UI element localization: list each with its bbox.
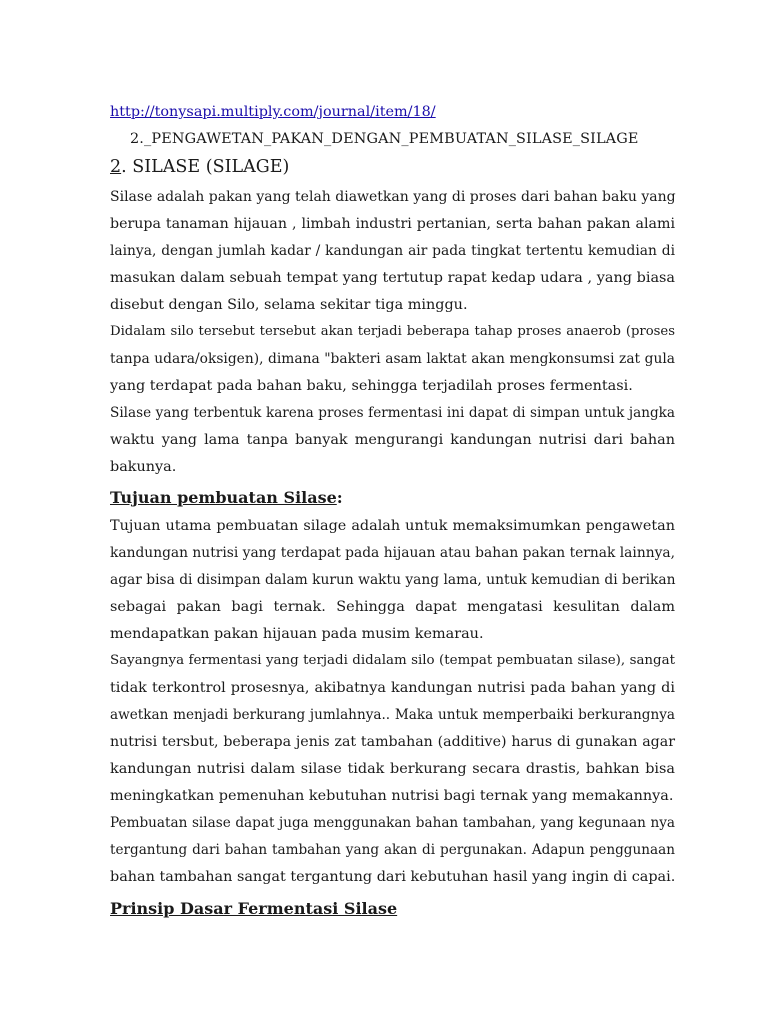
paragraph-line: agar bisa di disimpan dalam kurun waktu yang lama, untuk kemudian di berikan	[110, 572, 676, 588]
heading-number: 2	[110, 157, 122, 177]
paragraph-line: Pembuatan silase dapat juga menggunakan bahan tambahan, yang kegunaan nya	[110, 815, 675, 831]
paragraph-line: Silase adalah pakan yang telah diawetkan yang di proses dari bahan baku yang	[110, 189, 676, 205]
paragraph-line: Sayangnya fermentasi yang terjadi didalam silo (tempat pembuatan silase), sangat	[110, 653, 675, 668]
paragraph-line: yang terdapat pada bahan baku, sehingga terjadilah proses fermentasi.	[110, 378, 633, 394]
paragraph-line: masukan dalam sebuah tempat yang tertutup rapat kedap udara , yang biasa	[110, 270, 675, 286]
heading-text: Tujuan pembuatan Silase	[110, 488, 337, 507]
paragraph-line: mendapatkan pakan hijauan pada musim kemarau.	[110, 626, 484, 642]
paragraph-line: lainya, dengan jumlah kadar / kandungan air pada tingkat tertentu kemudian di	[110, 243, 675, 259]
section-heading-silase	[110, 155, 675, 179]
paragraph-line: Tujuan utama pembuatan silage adalah untuk memaksimumkan pengawetan	[110, 518, 675, 534]
paragraph-line: awetkan menjadi berkurang jumlahnya.. Maka untuk memperbaiki berkurangnya	[110, 707, 675, 723]
paragraph-line: tanpa udara/oksigen), dimana "bakteri asam laktat akan mengkonsumsi zat gula	[110, 351, 675, 367]
paragraph-line: tergantung dari bahan tambahan yang akan di pergunakan. Adapun penggunaan	[110, 842, 675, 858]
paragraph-line: tidak terkontrol prosesnya, akibatnya kandungan nutrisi pada bahan yang di	[110, 680, 675, 696]
paragraph-line: sebagai pakan bagi ternak. Sehingga dapat mengatasi kesulitan dalam	[110, 599, 675, 615]
section-heading-tujuan	[110, 487, 675, 509]
paragraph-line: kandungan nutrisi yang terdapat pada hijauan atau bahan pakan ternak lainnya,	[110, 545, 675, 561]
paragraph-line: Didalam silo tersebut tersebut akan terjadi beberapa tahap proses anaerob (proses	[110, 324, 675, 339]
paragraph-line: Silase yang terbentuk karena proses fermentasi ini dapat di simpan untuk jangka	[110, 405, 675, 421]
paragraph-line: bahan tambahan sangat tergantung dari kebutuhan hasil yang ingin di capai.	[110, 869, 676, 885]
paragraph-line: berupa tanaman hijauan , limbah industri pertanian, serta bahan pakan alami	[110, 216, 675, 232]
section-heading-prinsip	[110, 898, 675, 920]
paragraph-line: waktu yang lama tanpa banyak mengurangi kandungan nutrisi dari bahan	[110, 432, 675, 448]
heading-suffix: :	[336, 488, 343, 507]
paragraph-line: nutrisi tersbut, beberapa jenis zat tambahan (additive) harus di gunakan agar	[110, 734, 675, 750]
paragraph-line: meningkatkan pemenuhan kebutuhan nutrisi bagi ternak yang memakannya.	[110, 788, 674, 804]
document-subtitle: 2._PENGAWETAN_PAKAN_DENGAN_PEMBUATAN_SILASE_SILAGE	[130, 131, 639, 147]
heading-text: Prinsip Dasar Fermentasi Silase	[110, 899, 398, 918]
paragraph-line: bakunya.	[110, 459, 177, 475]
heading-text: . SILASE (SILAGE)	[121, 157, 290, 177]
source-link[interactable]: http://tonysapi.multiply.com/journal/item/18/	[110, 104, 436, 120]
paragraph-line: kandungan nutrisi dalam silase tidak berkurang secara drastis, bahkan bisa	[110, 761, 675, 777]
paragraph-line: disebut dengan Silo, selama sekitar tiga minggu.	[110, 297, 468, 313]
